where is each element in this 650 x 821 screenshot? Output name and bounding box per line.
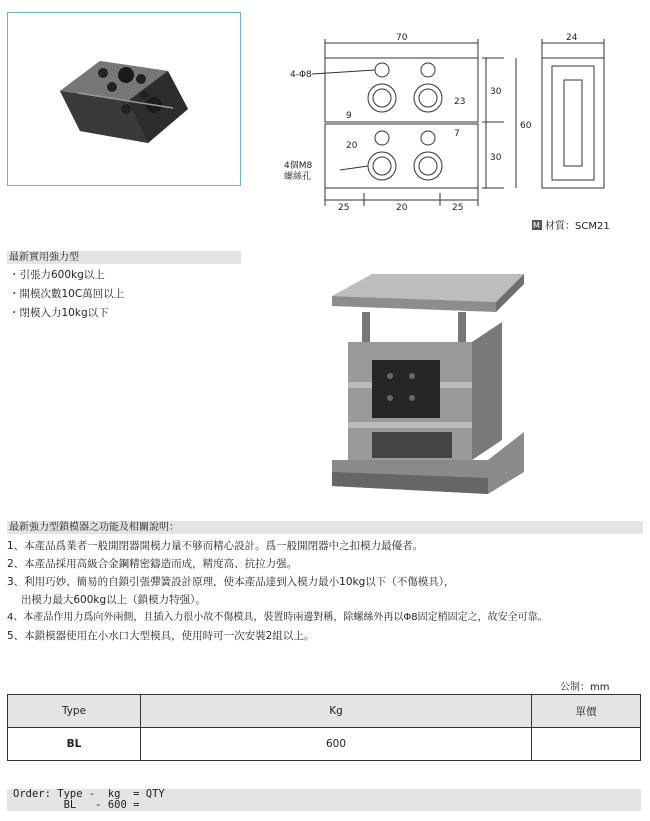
dim-25a: 25	[338, 203, 350, 213]
material-label: 材質：SCM21	[545, 221, 610, 232]
table-cell-type: BL	[8, 728, 141, 761]
dim-25b: 25	[452, 203, 464, 213]
table-header-price: 單價	[532, 695, 641, 728]
dim-23: 23	[454, 97, 466, 107]
order-line-1: Order: Type - kg = QTY	[13, 788, 165, 800]
desc-line-5: 4、本產品作用力爲向外兩側，且插入力很小故不傷模具，裝置時兩邊對稱，除螺絲外再以Φ8固定梢固定之，故安全可靠。	[7, 612, 548, 623]
dim-20b: 20	[396, 203, 408, 213]
dim-9: 9	[346, 111, 352, 121]
hole-label: 4-Φ8	[290, 70, 312, 80]
bullet-3: ・閉模入力10kg以下	[9, 307, 109, 319]
technical-drawing	[280, 28, 645, 238]
desc-line-2: 2、本產品採用高級合金鋼精密鑄造而成，精度高、抗拉力强。	[7, 558, 298, 570]
units-label: 公制：mm	[560, 682, 610, 693]
m8-label-1: 4個M8	[284, 161, 313, 171]
order-box	[7, 789, 641, 811]
dim-30a: 30	[490, 87, 502, 97]
section2-title: 最新強力型鎖模器之功能及相關說明：	[7, 521, 643, 534]
dim-top: 70	[396, 33, 408, 43]
bullet-2: ・開模次數10C萬回以上	[9, 288, 125, 300]
spec-table	[7, 694, 641, 761]
table-header-row	[8, 695, 641, 728]
desc-line-3: 3、利用巧妙、簡易的自鎖引張彈簧設計原理，使本產品達到入模力最小10kg以下（不傷模具），	[7, 576, 455, 588]
dim-side: 24	[566, 33, 578, 43]
table-header-kg: Kg	[141, 695, 532, 728]
table-header-type: Type	[8, 695, 141, 728]
dim-60: 60	[520, 121, 532, 131]
dim-30b: 30	[490, 153, 502, 163]
desc-line-1: 1、本產品爲業者一般開閉器開模力量不够而精心設計。爲一般開閉器中之扣模力最優者。	[7, 540, 424, 552]
bullet-1: ・引張力600kg以上	[9, 269, 105, 281]
product-photo	[8, 13, 240, 185]
section1-title: 最新實用強力型	[7, 251, 241, 264]
desc-line-6: 5、本鎖模器使用在小水口大型模具，使用時可一次安裝2組以上。	[7, 630, 315, 642]
desc-line-4: 出模力最大600kg以上（鎖模力特强）。	[7, 594, 206, 606]
table-cell-kg: 600	[141, 728, 532, 761]
material-tag: M	[533, 221, 540, 230]
product-photo-frame	[7, 12, 241, 186]
dim-20: 20	[346, 141, 358, 151]
order-line-2: BL - 600 =	[13, 798, 140, 811]
table-cell-price	[532, 728, 641, 761]
mold-assembly-photo	[328, 272, 528, 496]
m8-label-2: 螺絲孔	[284, 172, 312, 182]
dim-7: 7	[454, 129, 460, 139]
table-row	[8, 728, 641, 761]
